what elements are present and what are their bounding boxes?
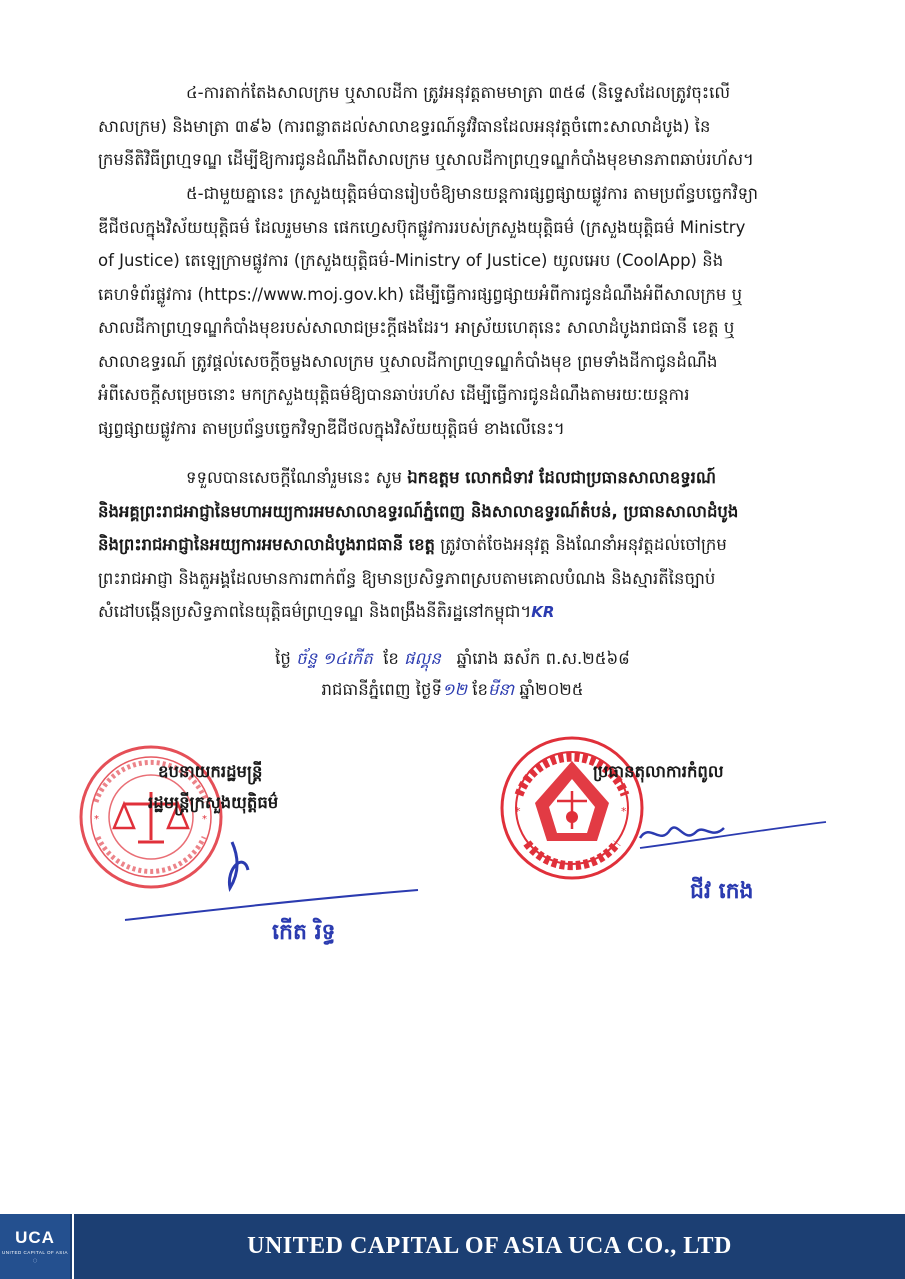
- solar-date-prefix: រាជធានីភ្នំពេញ ថ្ងៃទី: [321, 680, 442, 699]
- paragraph-line: ៥-ជាមួយគ្នានេះ ក្រសួងយុត្តិធម៌បានរៀបចំឱ្យមានយន្តការផ្សព្វផ្សាយផ្លូវការ តាមប្រព័ន្ធបច្ចេកវិទ្យា: [186, 184, 759, 203]
- paragraph-line: [98, 595, 831, 630]
- logo-text: UCA: [15, 1228, 55, 1247]
- lunar-date-line: [0, 644, 905, 674]
- paragraph-line: សាលាឧទ្ធរណ៍ ត្រូវផ្តល់សេចក្តីចម្លងសាលក្រម ឬសាលដីកាព្រហ្មទណ្ឌកំបាំងមុខ ព្រមទាំងដីកាជូនដំណឹង: [98, 351, 718, 371]
- left-signatory-name: កើត រិទ្ធ: [272, 920, 336, 945]
- svg-text:*: *: [515, 805, 521, 818]
- right-signatory-title: ប្រធានតុលាការកំពូល: [593, 762, 724, 781]
- paragraph-line: ក្រមនីតិវិធីព្រហ្មទណ្ឌ ដើម្បីឱ្យការជូនដំណឹងពីសាលក្រម ឬសាលដីកាព្រហ្មទណ្ឌកំបាំងមុខមានភាពឆាប់រហ័ស។: [98, 150, 754, 169]
- initials-mark: KR: [531, 603, 555, 621]
- paragraph-line: [98, 461, 831, 495]
- svg-text:*: *: [94, 814, 99, 825]
- solar-month-handwritten: មីនា: [487, 680, 515, 699]
- addressee-bold: ឯកឧត្តម លោកជំទាវ ដែលជាប្រធានសាលាឧទ្ធរណ៍: [407, 468, 717, 487]
- paragraph-line: ៤-ការតាក់តែងសាលក្រម ឬសាលដីកា ត្រូវអនុវត្តតាមមាត្រា ៣៥៨ (និទ្ទេសដែលត្រូវចុះលើ: [186, 83, 731, 102]
- paragraph-line: ព្រះរាជអាជ្ញា និងតួអង្គដែលមានការពាក់ព័ន្ធ ឱ្យមានប្រសិទ្ធភាពស្របតាមគោលបំណង និងស្មារតីនៃច្បាប់: [98, 568, 716, 588]
- closing-paragraph: [98, 461, 831, 630]
- logo-subtext: UNITED CAPITAL OF ASIA: [1, 1250, 68, 1255]
- footer-bar: [0, 1214, 905, 1279]
- solar-year: ឆ្នាំ២០២៥: [519, 680, 584, 699]
- solar-day-handwritten: ១២: [442, 680, 467, 699]
- company-logo: [0, 1214, 70, 1279]
- left-handwritten-signature: [120, 820, 430, 930]
- solar-date-line: [0, 675, 905, 705]
- addressee-bold: និងអគ្គព្រះរាជអាជ្ញានៃមហាអយ្យការអមសាលាឧទ្ធរណ៍ភ្នំពេញ និងសាលាឧទ្ធរណ៍តំបន់, ប្រធានសាលាដំបូង: [98, 501, 739, 521]
- paragraph-line: សាលក្រម) និងមាត្រា ៣៩៦ (ការពន្លាតដល់សាលាឧទ្ធរណ៍នូវវិធានដែលអនុវត្តចំពោះសាលាដំបូង) នៃ: [98, 116, 711, 136]
- right-handwritten-signature: [600, 810, 830, 860]
- paragraph-line: of Justice) តេឡេក្រាមផ្លូវការ (ក្រសួងយុត្តិធម៌-Ministry of Justice) យូលអេប (CoolApp) និង: [98, 251, 724, 270]
- lunar-month-handwritten: ផល្គុន: [404, 649, 441, 668]
- lunar-month-label: ខែ: [383, 649, 399, 668]
- paragraph-line: ឌីជីថលក្នុងវិស័យយុត្តិធម៌ ដែលរួមមាន ផេកហ្វេសប៊ុកផ្លូវការរបស់ក្រសួងយុត្តិធម៌ (ក្រសួងយុត្តិធម៌ Ministry: [98, 217, 746, 237]
- lunar-date-prefix: ថ្ងៃ: [275, 649, 291, 668]
- right-signatory-name: ជីវ កេង: [690, 879, 754, 904]
- left-signatory-title-1: ឧបនាយករដ្ឋមន្ត្រី: [158, 762, 263, 781]
- lunar-day-handwritten: ច័ន្ទ ១៤កើត: [296, 649, 373, 668]
- company-name: UNITED CAPITAL OF ASIA UCA CO., LTD: [247, 1233, 732, 1259]
- left-signatory-title-2: រដ្ឋមន្ត្រីក្រសួងយុត្តិធម៌: [148, 793, 279, 812]
- logo-emblem-icon: ◌: [32, 1256, 38, 1265]
- paragraph-line: គេហទំព័រផ្លូវការ (https://www.moj.gov.kh) ដើម្បីធ្វើការផ្សព្វផ្សាយអំពីការជូនដំណឹងអំពីសាលក្រម ឬ: [98, 284, 743, 304]
- paragraph-5: [98, 177, 831, 445]
- paragraph-line: ផ្សព្វផ្សាយផ្លូវការ តាមប្រព័ន្ធបច្ចេកវិទ្យាឌីជីថលក្នុងវិស័យយុត្តិធម៌ ខាងលើនេះ។: [98, 418, 565, 438]
- paragraph-line: [98, 528, 831, 562]
- solar-month-label: ខែ: [472, 680, 488, 699]
- paragraph-line: [98, 495, 831, 529]
- svg-text:*: *: [202, 814, 207, 825]
- closing-text: ត្រូវចាត់ចែងអនុវត្ត និងណែនាំអនុវត្តដល់ចៅក្រម: [440, 535, 727, 554]
- paragraph-line: សាលដីកាព្រហ្មទណ្ឌកំបាំងមុខរបស់សាលាជម្រះក្តីផងដែរ។ អាស្រ័យហេតុនេះ សាលាដំបូងរាជធានី ខេត្ត ឬ: [98, 318, 735, 337]
- closing-text: សំដៅបង្កើនប្រសិទ្ធភាពនៃយុត្តិធម៌ព្រហ្មទណ្ឌ និងពង្រឹងនីតិរដ្ឋនៅកម្ពុជា។: [98, 602, 532, 621]
- paragraph-4: [98, 76, 831, 177]
- svg-text:*: *: [621, 805, 627, 818]
- addressee-bold: និងព្រះរាជអាជ្ញានៃអយ្យការអមសាលាដំបូងរាជធានី ខេត្ត: [98, 535, 436, 554]
- paragraph-line: អំពីសេចក្តីសម្រេចនោះ មកក្រសួងយុត្តិធម៌ឱ្យបានឆាប់រហ័ស ដើម្បីធ្វើការជូនដំណឹងតាមរយៈយន្តការ: [98, 385, 690, 404]
- closing-intro: ទទួលបានសេចក្តីណែនាំរួមនេះ សូម: [186, 468, 402, 487]
- supreme-court-seal-stamp: [497, 733, 647, 883]
- lunar-year: ឆ្នាំរោង ឆស័ក ព.ស.២៥៦៨: [456, 649, 630, 668]
